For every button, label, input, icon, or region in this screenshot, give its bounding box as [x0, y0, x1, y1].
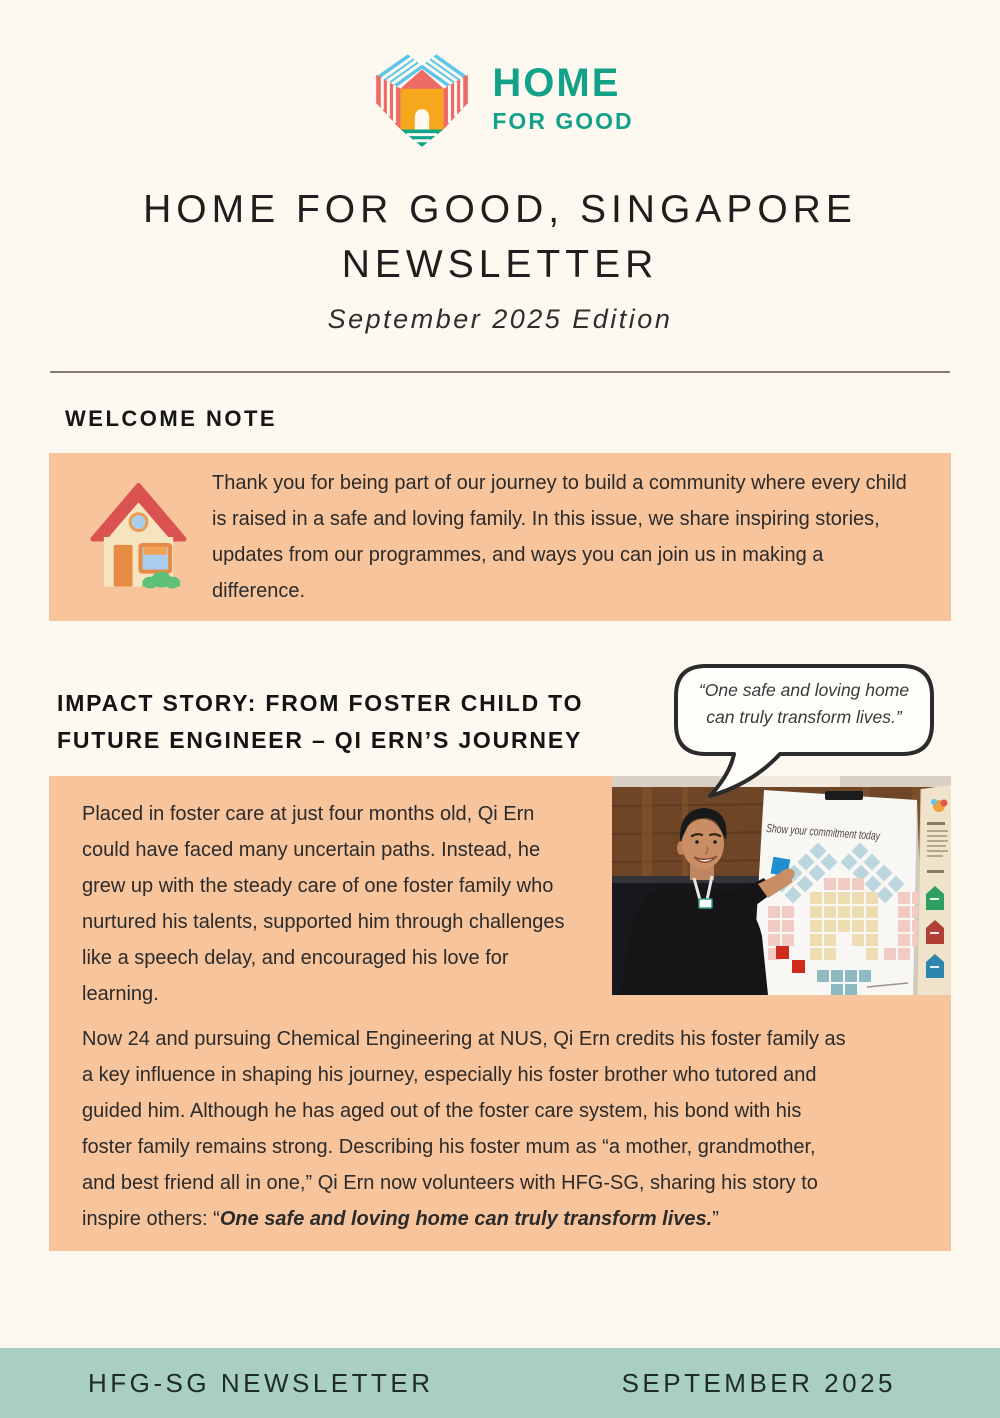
- masthead: [0, 0, 1000, 373]
- impact-photo: [612, 776, 951, 995]
- side-poster: [917, 785, 951, 995]
- edition-subtitle: September 2025 Edition: [327, 303, 673, 334]
- welcome-section: [0, 406, 1000, 621]
- hfg-logo: [0, 0, 1000, 148]
- hfg-logo-wordmark: [492, 63, 633, 135]
- logo-teal-base: [401, 130, 444, 147]
- speech-bubble-text: “One safe and loving home can truly transform lives.”: [698, 680, 910, 728]
- footer-right-text: SEPTEMBER 2025: [621, 1367, 896, 1398]
- para2-bold-quote: One safe and loving home can truly transform lives.: [219, 1208, 713, 1231]
- title-line-1: HOME FOR GOOD, SINGAPORE: [143, 188, 857, 231]
- para2-suffix: ”: [712, 1208, 719, 1231]
- title-line-2: NEWSLETTER: [341, 243, 659, 287]
- house-door: [114, 545, 133, 587]
- board-title-text: Show your commitment today: [765, 821, 925, 847]
- impact-story-box: [49, 776, 951, 1251]
- impact-heading-line-2: FUTURE ENGINEER – QI ERN’S JOURNEY: [57, 727, 583, 753]
- footer-bar: [0, 1348, 1000, 1418]
- welcome-heading: WELCOME NOTE: [65, 405, 278, 431]
- impact-photo-illustration: [612, 776, 951, 995]
- house-round-window: [130, 513, 147, 530]
- para2-prefix: Now 24 and pursuing Chemical Engineering at NUS, Qi Ern credits his foster family as a key influence in shaping his journey, especially his foster brother who tutored and guided him. Although he has aged out of the foster care system, his bond with his foster family remains strong. Describing his foster mum as “a mother, grandmother, and best friend all in one,” Qi Ern now volunteers with HFG-SG, sharing his story to inspire others: “: [82, 1028, 846, 1231]
- welcome-body-text: Thank you for being part of our journey to build a community where every child is raised in a safe and loving family. In this issue, we share inspiring stories, updates from our programmes, and ways you can join us in making a difference.: [212, 471, 907, 602]
- newsletter-title: [0, 182, 1000, 293]
- impact-heading-line-1: IMPACT STORY: FROM FOSTER CHILD TO: [57, 689, 584, 716]
- divider-rule: [50, 371, 950, 373]
- logo-door: [415, 109, 429, 129]
- logo-word-forgood: FOR GOOD: [492, 108, 634, 134]
- logo-word-home: HOME: [492, 61, 621, 105]
- footer-left-text: HFG-SG NEWSLETTER: [88, 1367, 434, 1398]
- impact-paragraph-2: [82, 1021, 852, 1237]
- welcome-note-box: [49, 453, 951, 621]
- hfg-heart-house-logo-icon: [366, 50, 478, 148]
- speech-bubble: [664, 662, 944, 802]
- impact-paragraph-1: Placed in foster care at just four months old, Qi Ern could have faced many uncertain paths. Instead, he grew up with the steady care of one foster family who nurtured his talents, supported him through challenges like a speech delay, and encouraged his love for learning.: [82, 803, 565, 1006]
- house-icon: [89, 481, 188, 593]
- lanyard-badge: [699, 899, 712, 908]
